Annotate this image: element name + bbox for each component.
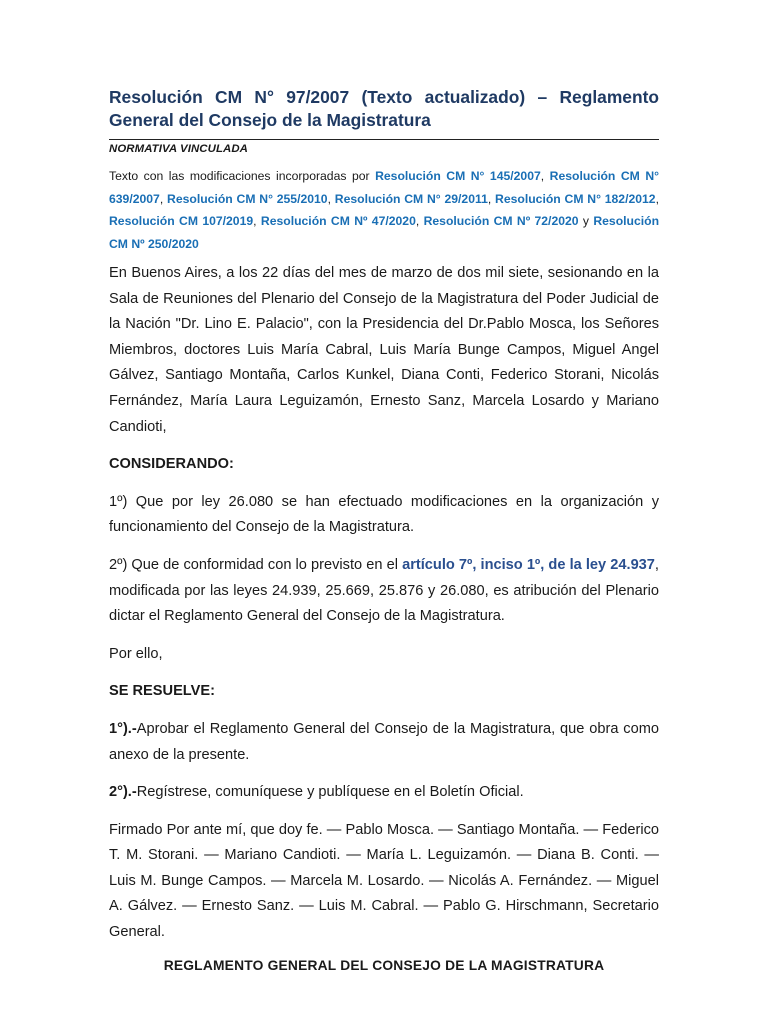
- link-resolucion-47-2020[interactable]: Resolución CM Nº 47/2020: [260, 214, 416, 228]
- signatures-paragraph: Firmado Por ante mí, que doy fe. — Pablo Mosca. — Santiago Montaña. — Federico T. M. Storani. — Mariano Candioti. — María L. Leguizamón. — Diana B. Conti. — Luis M. Bunge Campos. — Marcela M. Losardo. — Nicolás A. Fernández. — Miguel A. Gálvez. — Ernesto Sanz. — Luis M. Cabral. — Pablo G. Hirschmann, Secretario General.: [109, 821, 659, 941]
- link-articulo-7-ley-24937[interactable]: artículo 7º, inciso 1º, de la ley 24.937: [402, 556, 655, 573]
- link-resolucion-107-2019[interactable]: Resolución CM 107/2019: [109, 214, 254, 228]
- annex-title: REGLAMENTO GENERAL DEL CONSEJO DE LA MAGISTRATURA: [163, 957, 605, 973]
- articulo-1-number: 1°).-: [109, 720, 137, 737]
- articulo-1: [109, 717, 659, 768]
- considerando-heading: CONSIDERANDO:: [109, 456, 234, 473]
- modifications-intro: Texto con las modificaciones incorporadas por: [109, 169, 376, 183]
- por-ello: Por ello,: [109, 645, 163, 662]
- articulo-1-text: Aprobar el Reglamento General del Consejo de la Magistratura, que obra como anexo de la presente.: [109, 720, 659, 763]
- normativa-vinculada-label: NORMATIVA VINCULADA: [109, 143, 248, 155]
- articulo-2-number: 2°).-: [109, 784, 137, 801]
- link-resolucion-639-2007[interactable]: Resolución CM N° 639/2007: [109, 169, 660, 206]
- link-resolucion-145-2007[interactable]: Resolución CM N° 145/2007: [375, 169, 541, 183]
- link-resolucion-72-2020[interactable]: Resolución CM Nº 72/2020: [423, 214, 579, 228]
- preamble-paragraph: En Buenos Aires, a los 22 días del mes de marzo de dos mil siete, sesionando en la Sala de Reuniones del Plenario del Consejo de la Magistratura del Poder Judicial de la Nación "Dr. Lino E. Palacio", con la Presidencia del Dr.Pablo Mosca, los Señores Miembros, doctores Luis María Cabral, Luis María Bunge Campos, Miguel Angel Gálvez, Santiago Montaña, Carlos Kunkel, Diana Conti, Federico Storani, Nicolás Fernández, María Laura Leguizamón, Ernesto Sanz, Marcela Losardo y Mariano Candioti,: [109, 265, 659, 435]
- articulo-2-text: Regístrese, comuníquese y publíquese en el Boletín Oficial.: [136, 784, 524, 801]
- title-divider: [109, 139, 659, 140]
- document-title: Resolución CM N° 97/2007 (Texto actualizado) – Reglamento General del Consejo de la Magistratura: [109, 87, 659, 130]
- link-resolucion-182-2012[interactable]: Resolución CM N° 182/2012: [495, 191, 656, 206]
- considerando-2: 2º) Que de conformidad con lo previsto en el artículo 7º, inciso 1º, de la ley 24.937, modificada por las leyes 24.939, 25.669, 25.876 y 26.080, es atribución del Plenario dictar el Reglamento General del Consejo de la Magistratura.: [109, 556, 659, 625]
- modifications-note: Texto con las modificaciones incorporadas por Resolución CM N° 145/2007, Resolución CM N° 639/2007, Resolución CM N° 255/2010, Resolución CM N° 29/2011, Resolución CM N° 182/2012, Resolución CM 107/2019, Resolución CM Nº 47/2020, Resolución CM Nº 72/2020 y Resolución CM Nº 250/2020: [109, 169, 660, 251]
- link-resolucion-250-2020[interactable]: Resolución CM Nº 250/2020: [109, 214, 660, 251]
- articulo-2: [109, 780, 659, 806]
- link-resolucion-29-2011[interactable]: Resolución CM N° 29/2011: [334, 191, 488, 206]
- considerando-1: 1º) Que por ley 26.080 se han efectuado modificaciones en la organización y funcionamiento del Consejo de la Magistratura.: [109, 493, 659, 536]
- link-resolucion-255-2010[interactable]: Resolución CM N° 255/2010: [167, 191, 328, 206]
- se-resuelve-heading: SE RESUELVE:: [109, 683, 215, 700]
